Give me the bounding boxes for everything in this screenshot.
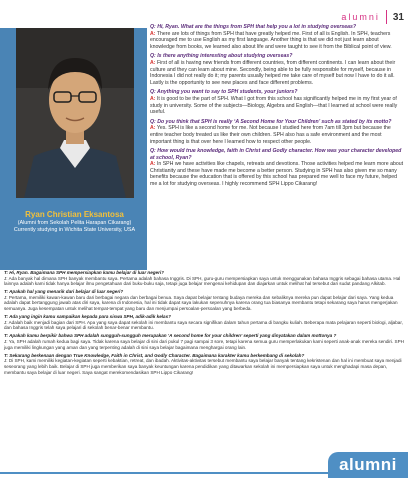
page-header <box>341 10 404 24</box>
question: Q: Hi, Ryan. What are the things from SPH that help you a lot in studying overseas? <box>150 24 357 30</box>
qa-item-id <box>4 314 408 331</box>
alumni-logo: alumni <box>328 452 408 478</box>
alumni-current-study: Currently studying in Wichita State University, USA <box>13 227 136 233</box>
profile-photo <box>16 28 134 198</box>
question: Q: How would true knowledge, faith in Christ and Godly character. How was your character developed at school, Ryan? <box>150 148 402 161</box>
answer-label: A: <box>150 59 156 66</box>
qa-item-id <box>4 270 408 287</box>
question-id: T: Hi, Ryan. Bagaimana SPH mempersiapkan kamu belajar di luar negeri? <box>4 270 164 275</box>
answer-text: In SPH we have activities like chapels, retreats and devotions. Those activities helped me learn more about Christianity and these have made me become a better person. Studying in SPH has also given me so many benefits because the education that is offered by this school has prepared me well to face my future, helped me a lot for studying overseas. I highly recommend SPH Lippo Cikarang! <box>150 161 404 188</box>
header-divider <box>386 10 387 24</box>
answer <box>150 161 404 187</box>
answer-id: J: Adalah baik menjadi bagian dari SPH. Apa yang saya dapat sekolah ini membantu saya secara signifikan dalam tahun pertama di bangku kuliah. Beberapa mata pelajaran seperti biologi, aljabar, dan bahasa Inggris telah saya pelajari di sekolah benar-benar membantu. <box>4 319 403 331</box>
interview-english <box>150 24 404 191</box>
question-id: T: Ada yang ingin kamu sampaikan kepada para siswa SPH, adik-adik kelas? <box>4 314 171 320</box>
section-title: alumni <box>341 12 380 22</box>
alumni-name: Ryan Christian Eksantosa <box>25 210 124 219</box>
qa-item-id <box>4 333 408 350</box>
answer-id: J: Pertama, memiliki kawan-kawan baru dari berbagai negara dan berbagai benua. Saya dapat belajar tentang budaya mereka dan sebaliknya mereka pun dapat belajar dari saya. Yang kedua adalah dapat bertanggung jawab atas diri saya, karena di Indonesia, hal ini tidak dapat saya lakukan sepenuhnya karena orang tua biasanya membantu tetapi sekarang saya harus mengerjakan semuanya. Juga kesempatan untuk melihat tempat-tempat yang baru dan menjumpai persoalan-persoalan yang berbeda. <box>4 294 398 312</box>
question-id: T: Sekarang berkenaan dengan True Knowledge, Faith in Christ, and Godly Character. Bagaimana karakter kamu berkembang di sekolah? <box>4 352 305 358</box>
qa-item-id <box>4 289 408 311</box>
answer-label: A: <box>150 125 156 132</box>
qa-item <box>150 119 404 145</box>
alumni-origin: (Alumni from Sekolah Pelita Harapan Cikarang) <box>17 220 132 226</box>
answer-text: It is good to be the part of SPH. What I got from this school has significantly helped me in my first year of study in university. Some of the subjects—Biology, Algebra and English—that I learned at school were really useful. <box>150 95 398 116</box>
answer-label: A: <box>150 95 156 102</box>
answer-id: J: Ya, SPH adalah rumah kedua bagi saya. Tidak karena saya belajar di sini dari pukul 7 pagi sampai 3 sore, tetapi karena semua guru memperlakukan kami seperti anak-anak mereka sendiri. SPH juga memiliki lingkungan yang aman dan yang terpenting adalah di sini saya belajar bagaimana menghargai orang lain. <box>4 339 404 350</box>
profile-panel <box>0 28 147 270</box>
answer-id: J: Ada banyak hal dimana SPH banyak membantu saya. Pertama adalah bahasa Inggris. Di SPH, guru-guru mempersiapkan saya untuk menggunakan bahasa Inggris sebagai bahasa utama. Hal lainnya adalah kami tidak hanya belajar ilmu pengetahuan dari buku-buku saja, tetapi juga belajar mengenai kehidupan dan diajarkan untuk melihat hal tersebut dari sudut pandang Alkitab. <box>4 275 401 287</box>
answer <box>150 31 404 51</box>
qa-item <box>150 89 404 115</box>
answer-label: A: <box>150 30 156 37</box>
interview-indonesian <box>4 270 408 378</box>
page-number: 31 <box>392 11 404 23</box>
question-id: T: Apakah kamu berpikir bahwa SPH adalah sungguh-sungguh merupakan ‘A second home for your children’ seperti yang dinyatakan dalam mottonya ? <box>4 333 337 339</box>
answer <box>150 96 404 116</box>
answer <box>150 125 404 145</box>
footer-rule <box>0 472 328 474</box>
qa-item <box>150 53 404 86</box>
portrait-illustration <box>16 28 134 198</box>
answer-text: There are lots of things from SPH that have greatly helped me. First of all is English. In SPH, teachers encouraged me to use English as my first language. Another thing is that we did not just learn about knowledge from books, we learned also about life and were taught to see it from the Biblical point of view. <box>150 30 392 50</box>
question: Q: Do you think that SPH is really ‘A Second Home for Your Children’ such as stated by its motto? <box>150 118 392 125</box>
profile-caption <box>4 210 145 234</box>
qa-item <box>150 148 404 188</box>
answer-text: Yes. SPH is like a second home for me. Not because I studied here from 7am till 3pm but because the entire teacher body treated us like their own children. SPH also has a safe environment and the most important thing is that over here I learned how to respect other people. <box>150 125 391 145</box>
question: Q: Is there anything interesting about studying overseas? <box>150 53 293 60</box>
answer-id: J: Di SPH, kami memiliki kegiatan-kegiatan seperti kebaktian, retreat, dan ibadah. Aktivitas-aktivitas tersebut membantu saya belajar banyak tentang kekristenan dan hal ini membuat saya menjadi seseorang yang lebih baik. Belajar di SPH juga memberikan saya banyak keuntungan karena pendidikan yang ditawarkan sekolah ini mempersiapkan saya untuk menghadapi masa depan, membantu saya belajar di luar negeri. Saya sangat merekomendasikan SPH Lippo Cikarang! <box>4 358 402 375</box>
answer-label: A: <box>150 161 156 168</box>
qa-item-id <box>4 353 408 375</box>
answer-text: First of all is having new friends from different countries, from different continents. I can learn about their culture and they can learn about mine. Secondly, being able to be fully responsible for myself, because in Indonesia I did not really do it; my parents usually helped me take care of myself but now I have to do it all. Lastly is the opportunity to see new places and face different problems. <box>150 59 396 86</box>
qa-item <box>150 24 404 50</box>
question-id: T: Apakah hal yang menarik dari belajar di luar negeri? <box>4 289 124 295</box>
question: Q: Anything you want to say to SPH students, your juniors? <box>150 89 298 96</box>
answer <box>150 60 404 86</box>
